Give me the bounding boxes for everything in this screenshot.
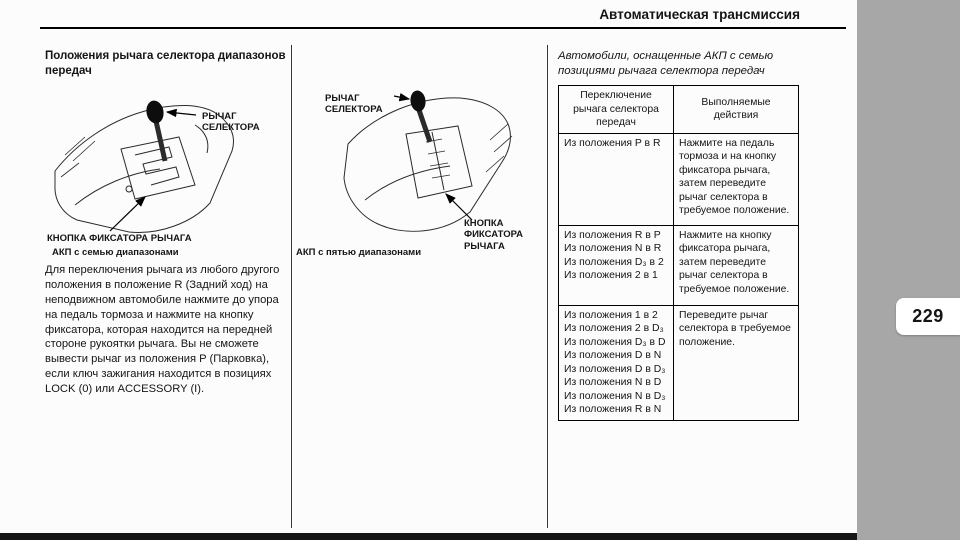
- cell-action: Нажмите на кнопку фиксатора рычага, затем переведите рычаг селектора в требуемое положение.: [674, 225, 799, 305]
- label-selector-lever-5at: РЫЧАГ СЕЛЕКТОРА: [325, 93, 383, 116]
- button-callout-arrow: [110, 197, 145, 231]
- shift-knob: [409, 90, 427, 113]
- button-callout-arrow: [446, 194, 472, 220]
- page-number-tab: [896, 298, 960, 335]
- table-row: [559, 133, 799, 225]
- figure-7at: [45, 85, 288, 245]
- caption-5at: АКП с пятью диапазонами: [296, 247, 422, 258]
- cell-positions: Из положения 1 в 2 Из положения 2 в D₃ Из положения D₃ в D Из положения D в N Из положения D в D₃ Из положения N в D Из положения N в D₃ Из положения R в N: [559, 305, 674, 420]
- body-paragraph: Для переключения рычага из любого другого положения в положение R (Задний ход) на неподвижном автомобиле нажмите до упора на педаль тормоза и нажмите на кнопку фиксатора, которая находится на передней стороне рукоятки рычага. Вы не сможете вывести рычаг из положения P (Парковка), если ключ зажигания находится в позициях LOCK (0) или ACCESSORY (I).: [45, 264, 280, 396]
- shift-actions-table: [558, 85, 799, 421]
- page-number: 229: [912, 306, 944, 326]
- column-divider-right: [547, 45, 548, 528]
- caption-7at: АКП с семью диапазонами: [52, 247, 179, 258]
- label-selector-lever-7at: РЫЧАГ СЕЛЕКТОРА: [202, 111, 260, 134]
- table-row: [559, 305, 799, 420]
- bottom-scan-edge: [0, 533, 857, 540]
- cell-positions: Из положения R в P Из положения N в R Из положения D₃ в 2 Из положения 2 в 1: [559, 225, 674, 305]
- gear-selector-illustration-7at: [45, 85, 288, 245]
- page-edge-strip: [857, 0, 960, 540]
- label-lock-button-5at: КНОПКА ФИКСАТОРА РЫЧАГА: [464, 218, 523, 252]
- section-heading: Положения рычага селектора диапазонов передач: [45, 50, 286, 77]
- cell-action: Переведите рычаг селектора в требуемое положение.: [674, 305, 799, 420]
- table-header-row: [559, 86, 799, 134]
- lever-callout-arrow: [394, 96, 409, 99]
- col-header-shift: Переключение рычага селектора передач: [559, 86, 674, 134]
- lever-callout-arrow: [167, 112, 196, 115]
- table-intro-heading: Автомобили, оснащенные АКП с семью позициями рычага селектора передач: [558, 50, 774, 78]
- shift-knob: [145, 99, 166, 125]
- label-lock-button-7at: КНОПКА ФИКСАТОРА РЫЧАГА: [47, 233, 192, 244]
- table-row: [559, 225, 799, 305]
- header-rule: [40, 27, 846, 29]
- page-title: Автоматическая трансмиссия: [599, 7, 800, 22]
- col-header-action: Выполняемые действия: [674, 86, 799, 134]
- cell-action: Нажмите на педаль тормоза и на кнопку фиксатора рычага, затем переведите рычаг селектора в требуемое положение.: [674, 133, 799, 225]
- cell-positions: Из положения P в R: [559, 133, 674, 225]
